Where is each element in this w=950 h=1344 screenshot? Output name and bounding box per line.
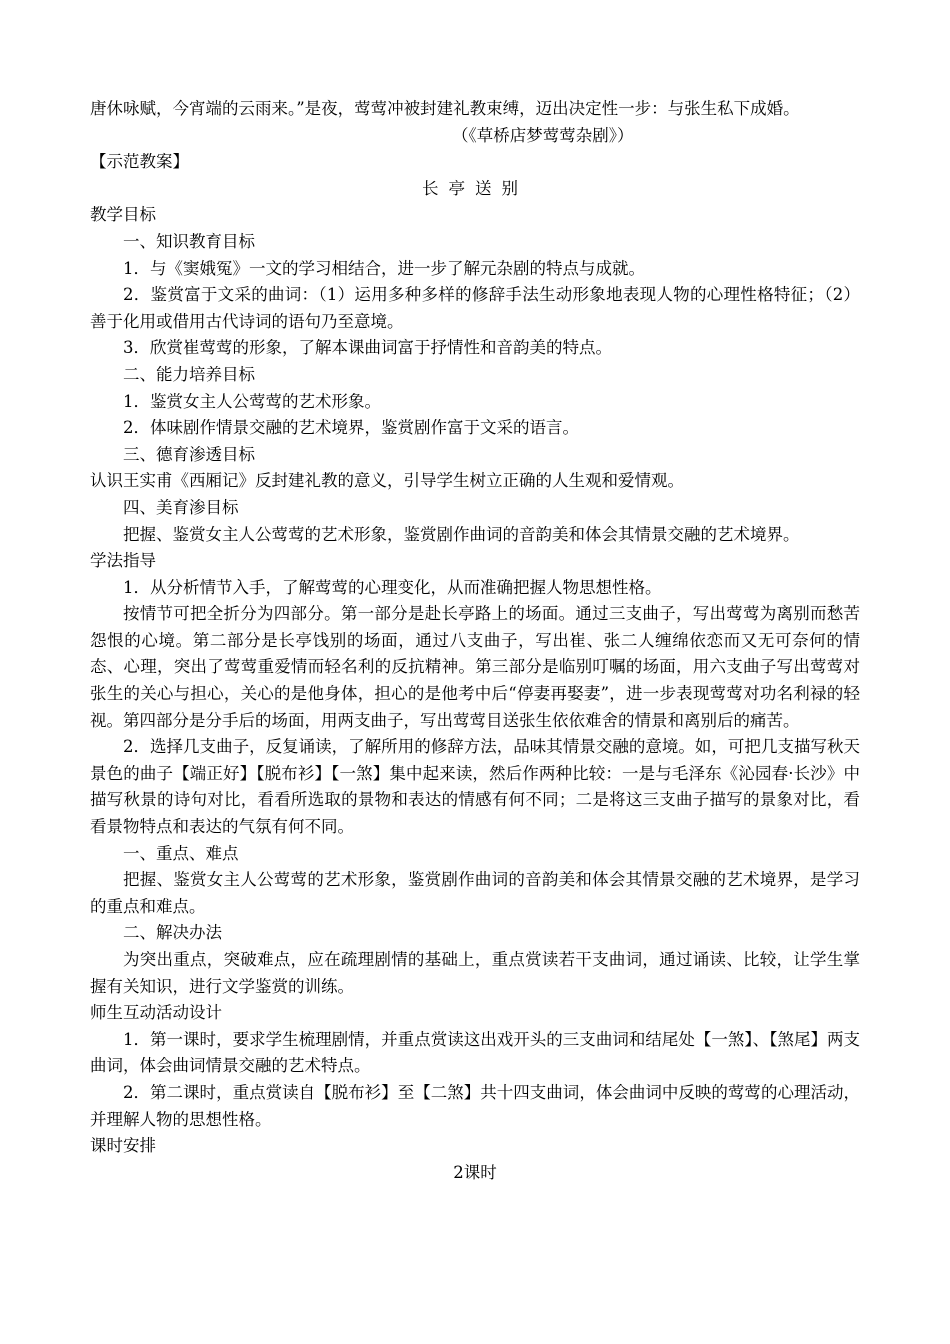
paragraph: 1．与《窦娥冤》一文的学习相结合，进一步了解元杂剧的特点与成就。 [123, 258, 645, 278]
subsection-heading: 二、解决办法 [123, 923, 222, 943]
lesson-count: 2课时 [453, 1162, 497, 1182]
paragraph: 把握、鉴赏女主人公莺莺的艺术形象，鉴赏剧作曲词的音韵美和体会其情景交融的艺术境界。 [123, 524, 800, 544]
paragraph: 1．从分析情节入手，了解莺莺的心理变化，从而准确把握人物思想性格。 [123, 577, 662, 597]
paragraph: 认识王实甫《西厢记》反封建礼教的意义，引导学生树立正确的人生观和爱情观。 [90, 471, 684, 491]
subsection-heading: 一、知识教育目标 [123, 231, 255, 251]
paragraph: 2．第二课时，重点赏读自【脱布衫】至【二煞】共十四支曲词，体会曲词中反映的莺莺的心理活动，并理解人物的思想性格。 [90, 1082, 860, 1129]
document-title: 长亭送别 [422, 178, 528, 198]
section-heading: 学法指导 [90, 551, 156, 571]
paragraph: 2．鉴赏富于文采的曲词：（1）运用多种多样的修辞手法生动形象地表现人物的心理性格特征；（2）善于化用或借用古代诗词的语句乃至意境。 [90, 285, 860, 331]
section-heading: 【示范教案】 [90, 152, 189, 172]
paragraph: 1．鉴赏女主人公莺莺的艺术形象。 [123, 391, 381, 411]
source-citation: （《草桥店梦莺莺杂剧》） [452, 125, 634, 145]
subsection-heading: 二、能力培养目标 [123, 364, 255, 384]
subsection-heading: 三、德育渗透目标 [123, 444, 255, 464]
section-heading: 教学目标 [90, 205, 156, 225]
paragraph: 按情节可把全折分为四部分。第一部分是赴长亭路上的场面。通过三支曲子，写出莺莺为离别而愁苦怨恨的心境。第二部分是长亭饯别的场面，通过八支曲子，写出崔、张二人缠绵依恋而又无可奈何的情态、心理，突出了莺莺重爱情而轻名利的反抗精神。第三部分是临别叮嘱的场面，用六支曲子写出莺莺对张生的关心与担心，关心的是他身体，担心的是他考中后“停妻再娶妻”，进一步表现莺莺对功名利禄的轻视。第四部分是分手后的场面，用两支曲子，写出莺莺目送张生依依难舍的情景和离别后的痛苦。 [90, 604, 860, 730]
paragraph: 2．体味剧作情景交融的艺术境界，鉴赏剧作富于文采的语言。 [123, 418, 579, 438]
paragraph: 为突出重点，突破难点，应在疏理剧情的基础上，重点赏读若干支曲词，通过诵读、比较，让学生掌握有关知识，进行文学鉴赏的训练。 [90, 950, 860, 996]
paragraph: 1．第一课时，要求学生梳理剧情，并重点赏读这出戏开头的三支曲词和结尾处【一煞】、【煞尾】两支曲词，体会曲词情景交融的艺术特点。 [90, 1029, 860, 1076]
section-heading: 师生互动活动设计 [90, 1003, 222, 1023]
subsection-heading: 四、美育渗目标 [123, 497, 239, 517]
paragraph: 3．欣赏崔莺莺的形象，了解本课曲词富于抒情性和音韵美的特点。 [123, 338, 612, 358]
subsection-heading: 一、重点、难点 [123, 843, 239, 863]
paragraph-body: 唐休咏赋，今宵端的云雨来。”是夜，莺莺冲被封建礼教束缚，迈出决定性一步：与张生私下成婚。 [90, 99, 800, 118]
document-page [90, 96, 860, 1186]
section-heading: 课时安排 [90, 1136, 156, 1156]
paragraph: 把握、鉴赏女主人公莺莺的艺术形象，鉴赏剧作曲词的音韵美和体会其情景交融的艺术境界，是学习的重点和难点。 [90, 870, 860, 916]
paragraph: 2．选择几支曲子，反复诵读，了解所用的修辞方法，品味其情景交融的意境。如，可把几支描写秋天景色的曲子【端正好】【脱布衫】【一煞】集中起来读，然后作两种比较：一是与毛泽东《沁园春·长沙》中描写秋景的诗句对比，看看所选取的景物和表达的情感有何不同；二是将这三支曲子描写的景象对比，看看景物特点和表达的气氛有何不同。 [90, 737, 860, 837]
